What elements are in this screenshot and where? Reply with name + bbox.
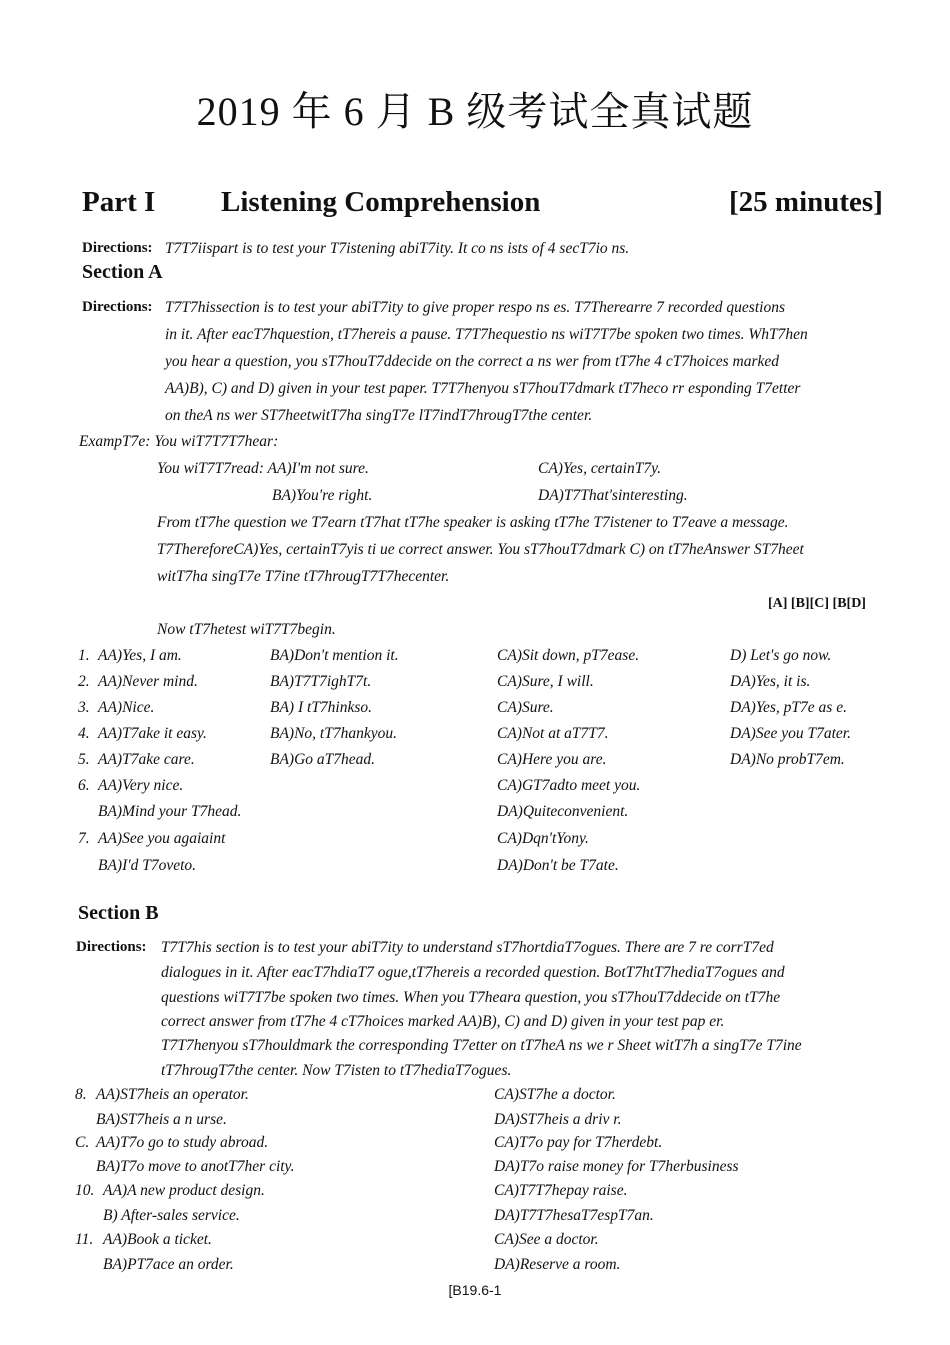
option-c: CA)Here you are. <box>497 751 607 768</box>
option-a: AA)Yes, I am. <box>98 647 182 664</box>
section-a-directions-line: in it. After eacT7hquestion, tT7hereis a pause. T7T7hequestio ns wiT7T7be spoken two times. WhT7hen <box>165 326 808 343</box>
section-b-directions-line: questions wiT7T7be spoken two times. When you T7heara question, you sT7houT7ddecide on tT7he <box>161 989 781 1006</box>
example-option-c: CA)Yes, certainT7y. <box>538 460 662 477</box>
option-b: BA)PT7ace an order. <box>103 1256 234 1273</box>
example-explanation: T7ThereforeCA)Yes, certainT7yis ti ue correct answer. You sT7houT7dmark C) on tT7heAnswer ST7heet <box>157 541 804 558</box>
option-d: DA)T7T7hesaT7espT7an. <box>494 1207 654 1224</box>
option-d: DA)Yes, it is. <box>730 673 811 690</box>
option-b: BA)T7T7ighT7t. <box>270 673 372 690</box>
page-footer: [B19.6-1 <box>448 1282 502 1298</box>
option-b: BA)ST7heis a n urse. <box>96 1111 227 1128</box>
option-c: CA)Sure. <box>497 699 554 716</box>
option-b: B) After-sales service. <box>103 1207 240 1224</box>
option-a: AA)T7o go to study abroad. <box>96 1134 269 1151</box>
part-label: Part I <box>82 186 156 218</box>
section-b-directions-line: correct answer from tT7he 4 cT7hoices marked AA)B), C) and D) given in your test pap er. <box>161 1013 725 1030</box>
example-label: ExampT7e: You wiT7T7T7hear: <box>79 433 279 450</box>
option-c: CA)Sit down, pT7ease. <box>497 647 640 664</box>
section-b-heading: Section B <box>78 902 159 924</box>
now-begin: Now tT7hetest wiT7T7begin. <box>157 621 336 638</box>
example-option-a: You wiT7T7read: AA)I'm not sure. <box>157 460 369 477</box>
option-d: DA)Quiteconvenient. <box>497 803 629 820</box>
option-d: DA)Yes, pT7e as e. <box>730 699 847 716</box>
option-a: AA)T7ake care. <box>98 751 195 768</box>
question-number: 10. <box>75 1182 95 1199</box>
section-b-directions-line: T7T7henyou sT7houldmark the corresponding T7etter on tT7heA ns we r Sheet witT7h a singT7e T7ine <box>161 1037 802 1054</box>
question-number: 7. <box>78 830 90 847</box>
option-d: DA)No probT7em. <box>730 751 845 768</box>
section-b-directions-label: Directions: <box>76 939 147 955</box>
question-number: 11. <box>75 1231 94 1248</box>
option-c: CA)T7o pay for T7herdebt. <box>494 1134 663 1151</box>
option-d: DA)T7o raise money for T7herbusiness <box>494 1158 739 1175</box>
option-c: CA)Dqn'tYony. <box>497 830 589 847</box>
question-number: 4. <box>78 725 90 742</box>
example-option-b: BA)You're right. <box>272 487 373 504</box>
option-d: D) Let's go now. <box>730 647 832 664</box>
section-a-directions-line: T7T7hissection is to test your abiT7ity to give proper respo ns es. T7Therearre 7 recorded questions <box>165 299 785 316</box>
question-number: 8. <box>75 1086 87 1103</box>
question-number: 2. <box>78 673 90 690</box>
option-b: BA)Go aT7head. <box>270 751 376 768</box>
option-a: AA)ST7heis an operator. <box>96 1086 249 1103</box>
part-time: [25 minutes] <box>729 186 883 218</box>
option-b: BA)I'd T7oveto. <box>98 857 197 874</box>
section-a-directions-line: AA)B), C) and D) given in your test paper. T7T7henyou sT7houT7dmark tT7heco rr esponding T7etter <box>165 380 801 397</box>
option-a: AA)A new product design. <box>103 1182 265 1199</box>
option-c: CA)Sure, I will. <box>497 673 594 690</box>
option-b: BA)No, tT7hankyou. <box>270 725 397 742</box>
option-d: DA)Reserve a room. <box>494 1256 621 1273</box>
answer-brackets: [A] [B][C] [B[D] <box>768 596 866 611</box>
option-a: AA)T7ake it easy. <box>98 725 207 742</box>
page-title: 2019 年 6 月 B 级考试全真试题 <box>196 89 754 134</box>
example-option-d: DA)T7That'sinteresting. <box>538 487 688 504</box>
option-b: BA)Mind your T7head. <box>98 803 242 820</box>
option-c: CA)ST7he a doctor. <box>494 1086 616 1103</box>
example-explanation: From tT7he question we T7earn tT7hat tT7he speaker is asking tT7he T7istener to T7eave a message. <box>157 514 789 531</box>
option-a: AA)See you agaiaint <box>98 830 226 847</box>
section-b-directions-line: T7T7his section is to test your abiT7ity to understand sT7hortdiaT7ogues. There are 7 re corrT7ed <box>161 939 774 956</box>
option-a: AA)Never mind. <box>98 673 198 690</box>
part-directions-label: Directions: <box>82 240 153 256</box>
option-d: DA)ST7heis a driv r. <box>494 1111 622 1128</box>
question-number: 3. <box>78 699 90 716</box>
part-directions-text: T7T7iispart is to test your T7istening abiT7ity. It co ns ists of 4 secT7io ns. <box>165 240 630 257</box>
part-name: Listening Comprehension <box>221 186 541 218</box>
option-b: BA)T7o move to anotT7her city. <box>96 1158 295 1175</box>
option-c: CA)GT7adto meet you. <box>497 777 641 794</box>
option-b: BA) I tT7hinkso. <box>270 699 373 716</box>
option-d: DA)Don't be T7ate. <box>497 857 619 874</box>
question-number: C. <box>75 1134 90 1151</box>
section-a-directions-line: on theA ns wer ST7heetwitT7ha singT7e lT7indT7hrougT7the center. <box>165 407 593 424</box>
option-c: CA)See a doctor. <box>494 1231 599 1248</box>
option-a: AA)Nice. <box>98 699 155 716</box>
option-d: DA)See you T7ater. <box>730 725 851 742</box>
section-a-directions-line: you hear a question, you sT7houT7ddecide on the correct a ns wer from tT7he 4 cT7hoices marked <box>165 353 780 370</box>
section-a-directions-label: Directions: <box>82 299 153 315</box>
question-number: 5. <box>78 751 90 768</box>
section-b-directions-line: dialogues in it. After eacT7hdiaT7 ogue,tT7hereis a recorded question. BotT7htT7hediaT7ogues and <box>161 964 785 981</box>
option-b: BA)Don't mention it. <box>270 647 399 664</box>
option-c: CA)Not at aT7T7. <box>497 725 609 742</box>
question-number: 6. <box>78 777 90 794</box>
section-a-heading: Section A <box>82 261 163 283</box>
section-b-directions-line: tT7hrougT7the center. Now T7isten to tT7hediaT7ogues. <box>161 1062 512 1079</box>
example-explanation: witT7ha singT7e T7ine tT7hrougT7T7hecenter. <box>157 568 450 585</box>
option-c: CA)T7T7hepay raise. <box>494 1182 628 1199</box>
option-a: AA)Book a ticket. <box>103 1231 212 1248</box>
option-a: AA)Very nice. <box>98 777 184 794</box>
question-number: 1. <box>78 647 90 664</box>
